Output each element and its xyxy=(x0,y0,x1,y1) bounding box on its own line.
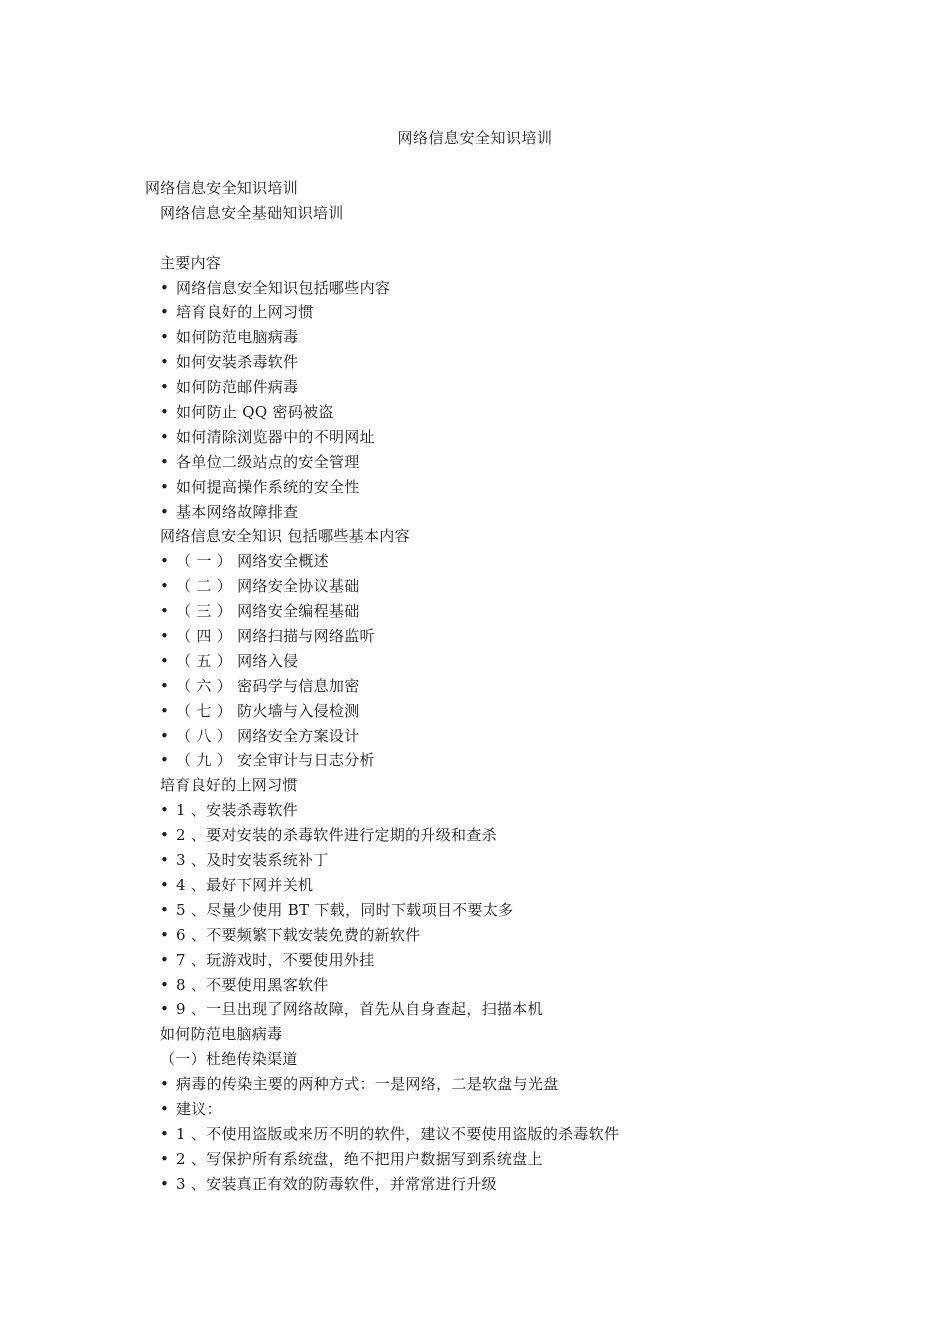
bullet-icon: • xyxy=(160,1124,170,1143)
list-item: • 如何清除浏览器中的不明网址 xyxy=(145,425,845,450)
list-item: • （ 二 ） 网络安全协议基础 xyxy=(145,574,845,599)
bullet-icon: • xyxy=(160,826,170,845)
bullet-icon: • xyxy=(160,303,170,322)
list-item: • 网络信息安全知识包括哪些内容 xyxy=(145,276,845,301)
section-title: 培育良好的上网习惯 xyxy=(160,776,298,795)
bullet-icon: • xyxy=(160,602,170,621)
bullet-icon: • xyxy=(160,975,170,994)
bullet-icon: • xyxy=(160,427,170,446)
list-item: • （ 五 ） 网络入侵 xyxy=(145,649,845,674)
list-item: • 病毒的传染主要的两种方式：一是网络，二是软盘与光盘 xyxy=(145,1072,845,1097)
bullet-icon: • xyxy=(160,328,170,347)
list-item: • 如何提高操作系统的安全性 xyxy=(145,475,845,500)
section-subtitle: （一）杜绝传染渠道 xyxy=(160,1050,298,1069)
bullet-icon: • xyxy=(160,851,170,870)
list-item: • 2 、写保护所有系统盘，绝不把用户数据写到系统盘上 xyxy=(145,1147,845,1172)
bullet-icon: • xyxy=(160,403,170,422)
bullet-icon: • xyxy=(160,552,170,571)
list-item: • 3 、及时安装系统补丁 xyxy=(145,848,845,873)
list-item: • （ 六 ） 密码学与信息加密 xyxy=(145,674,845,699)
section-title: 如何防范电脑病毒 xyxy=(160,1025,283,1044)
document-body xyxy=(145,176,845,1197)
list-item: • （ 七 ） 防火墙与入侵检测 xyxy=(145,699,845,724)
list-item: • （ 四 ） 网络扫描与网络监听 xyxy=(145,624,845,649)
bullet-icon: • xyxy=(160,477,170,496)
list-item: • 如何防止 QQ 密码被盗 xyxy=(145,400,845,425)
list-item: • 6 、不要频繁下载安装免费的新软件 xyxy=(145,923,845,948)
list-item: • 2 、要对安装的杀毒软件进行定期的升级和查杀 xyxy=(145,823,845,848)
bullet-icon: • xyxy=(160,726,170,745)
list-item: • 3 、安装真正有效的防毒软件，并常常进行升级 xyxy=(145,1172,845,1197)
list-item: • （ 三 ） 网络安全编程基础 xyxy=(145,599,845,624)
bullet-icon: • xyxy=(160,378,170,397)
bullet-icon: • xyxy=(160,751,170,770)
bullet-icon: • xyxy=(160,925,170,944)
bullet-icon: • xyxy=(160,1149,170,1168)
list-item: • 如何防范邮件病毒 xyxy=(145,375,845,400)
bullet-icon: • xyxy=(160,875,170,894)
bullet-icon: • xyxy=(160,353,170,372)
bullet-icon: • xyxy=(160,900,170,919)
bullet-icon: • xyxy=(160,627,170,646)
bullet-icon: • xyxy=(160,452,170,471)
list-item: • 培育良好的上网习惯 xyxy=(145,300,845,325)
bullet-icon: • xyxy=(160,950,170,969)
list-item: • 基本网络故障排查 xyxy=(145,500,845,525)
bullet-icon: • xyxy=(160,1099,170,1118)
bullet-icon: • xyxy=(160,801,170,820)
list-item: • 9 、一旦出现了网络故障，首先从自身查起，扫描本机 xyxy=(145,997,845,1022)
bullet-icon: • xyxy=(160,676,170,695)
list-item: • 4 、最好下网并关机 xyxy=(145,873,845,898)
list-item: • （ 九 ） 安全审计与日志分析 xyxy=(145,748,845,773)
list-item: • 各单位二级站点的安全管理 xyxy=(145,450,845,475)
list-item: • 如何安装杀毒软件 xyxy=(145,350,845,375)
bullet-icon: • xyxy=(160,1075,170,1094)
list-item: • （ 一 ） 网络安全概述 xyxy=(145,549,845,574)
bullet-icon: • xyxy=(160,577,170,596)
list-item: • 7 、玩游戏时，不要使用外挂 xyxy=(145,948,845,973)
bullet-icon: • xyxy=(160,651,170,670)
list-item: • 8 、不要使用黑客软件 xyxy=(145,973,845,998)
list-item: • （ 八 ） 网络安全方案设计 xyxy=(145,724,845,749)
document-title: 网络信息安全知识培训 xyxy=(397,129,553,147)
bullet-icon: • xyxy=(160,278,170,297)
heading: 网络信息安全知识培训 xyxy=(145,179,299,197)
bullet-icon: • xyxy=(160,701,170,720)
section-title: 网络信息安全知识 包括哪些基本内容 xyxy=(160,527,410,546)
list-item: • 5 、尽量少使用 BT 下载，同时下载项目不要太多 xyxy=(145,898,845,923)
list-item: • 如何防范电脑病毒 xyxy=(145,325,845,350)
list-item: • 1 、不使用盗版或来历不明的软件，建议不要使用盗版的杀毒软件 xyxy=(145,1122,845,1147)
bullet-icon: • xyxy=(160,502,170,521)
bullet-icon: • xyxy=(160,1174,170,1193)
subheading: 网络信息安全基础知识培训 xyxy=(160,203,344,222)
bullet-icon: • xyxy=(160,1000,170,1019)
list-item: • 1 、安装杀毒软件 xyxy=(145,798,845,823)
blank-line xyxy=(145,226,845,251)
section-title: 主要内容 xyxy=(160,253,222,272)
list-item: • 建议： xyxy=(145,1097,845,1122)
